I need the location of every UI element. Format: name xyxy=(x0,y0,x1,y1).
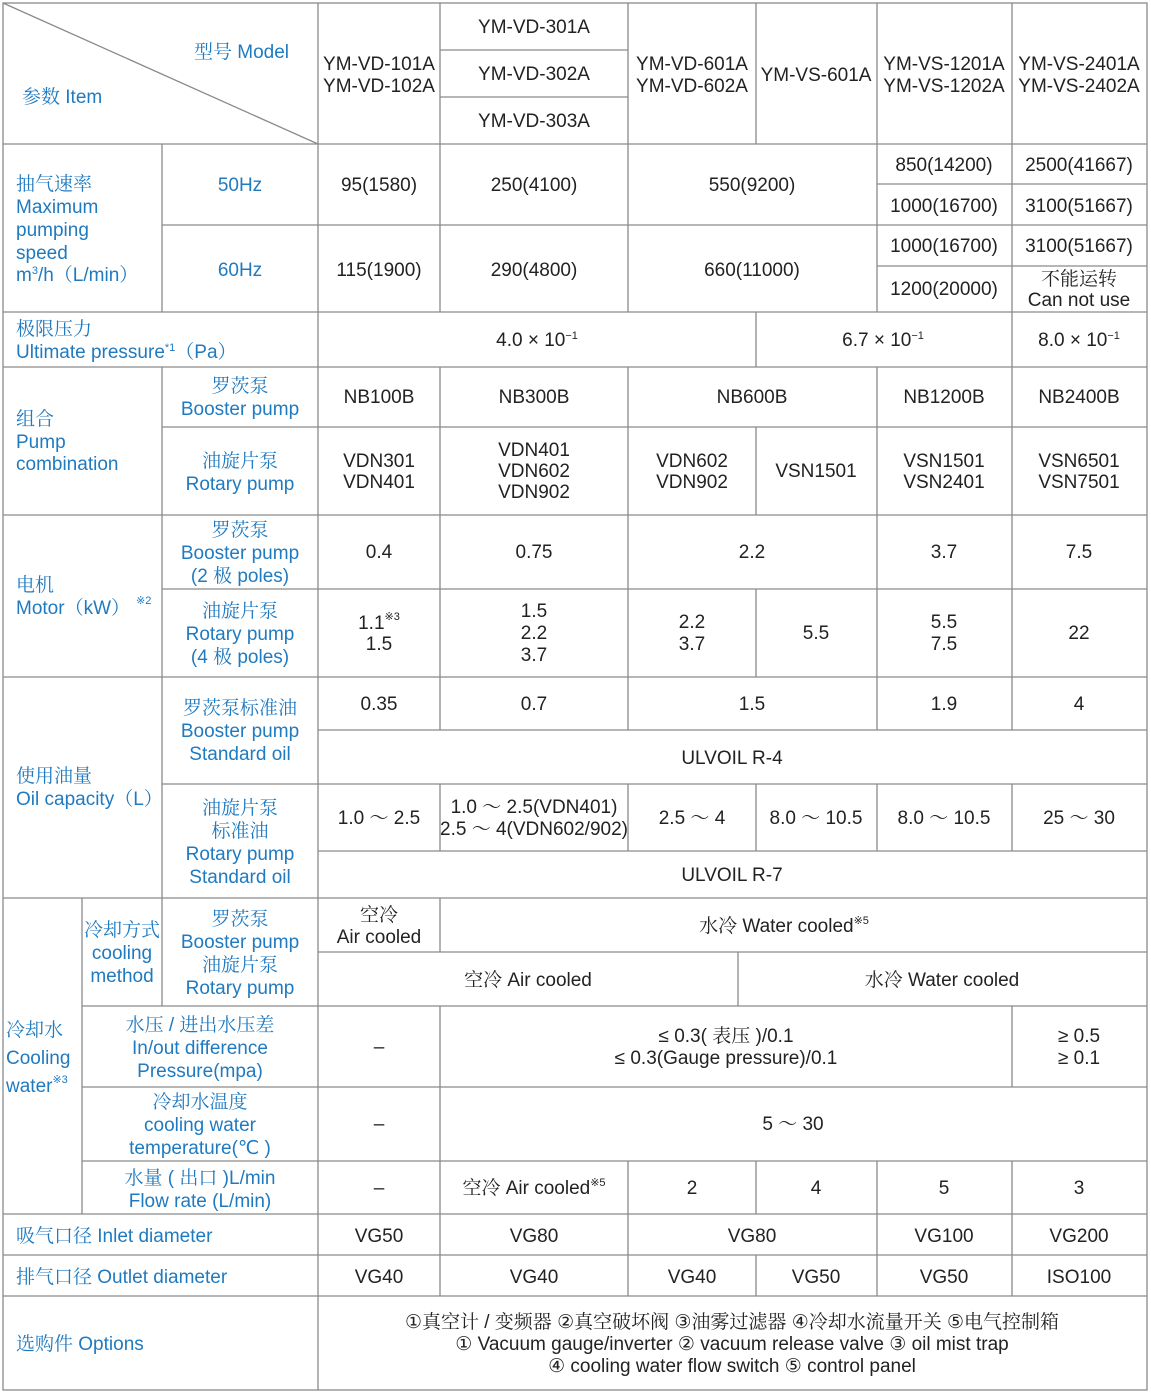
ultimate-label-cn: 极限压力 xyxy=(16,319,93,340)
combo-label-1: Pump xyxy=(16,432,66,453)
pumping-speed-label-3: speed xyxy=(16,243,68,264)
combo-rotary-c2-a: VDN401 xyxy=(498,440,570,461)
motor-booster-en: Booster pump xyxy=(180,543,300,564)
motor-rotary-c2-c: 3.7 xyxy=(520,645,548,666)
item-label: 参数 Item xyxy=(22,87,103,108)
motor-rotary-c2-b: 2.2 xyxy=(520,623,548,644)
speed50-301: 250(4100) xyxy=(490,175,578,196)
speed50-1201-a: 850(14200) xyxy=(895,155,993,176)
cooling-label-water: water$^{※3}$ xyxy=(6,1074,68,1097)
options-line-cn: ①真空计 / 变频器 ②真空破坏阀 ③油雾过滤器 ④冷却水流量开关 ⑤电气控制箱 xyxy=(404,1312,1060,1333)
oil-rotary-c3: 2.5 ～ 4 xyxy=(658,808,726,829)
combo-rotary-c6-a: VSN6501 xyxy=(1038,451,1120,472)
motor-rotary-c5-b: 7.5 xyxy=(930,634,958,655)
pumping-speed-unit: $m^3/h(L/\min)$ xyxy=(16,265,139,286)
oil-label-cn: 使用油量 xyxy=(16,766,93,787)
pressure-label-en1: In/out difference xyxy=(132,1038,268,1059)
not-use-cn: 不能运转 xyxy=(1040,269,1118,290)
pressure-mid-2: ≤ 0.3(Gauge pressure)/0.1 xyxy=(614,1048,838,1069)
motor-rotary-c1-a: 1.1$^{※3}$ xyxy=(358,611,400,634)
combo-booster-301: NB300B xyxy=(498,387,570,408)
combo-rotary-c5-b: VSN2401 xyxy=(903,472,985,493)
oil-rotary-c2-a: 1.0 ～ 2.5(VDN401) xyxy=(450,797,618,818)
oil-label-en: Oil capacity（L） xyxy=(16,789,163,810)
combo-label-cn: 组合 xyxy=(16,409,55,430)
model-label: 型号 Model xyxy=(194,42,290,63)
oil-booster-601: 1.5 xyxy=(738,694,766,715)
flow-vs601: 4 xyxy=(810,1178,822,1199)
pumping-speed-section xyxy=(16,155,1133,311)
inlet-1201: VG100 xyxy=(914,1226,974,1247)
pressure-mid-1: ≤ 0.3( 表压 )/0.1 xyxy=(658,1026,794,1047)
not-use-en: Can not use xyxy=(1027,290,1131,311)
motor-rotary-c2-a: 1.5 xyxy=(520,601,548,622)
model-vs2401: YM-VS-2401A xyxy=(1018,54,1140,75)
motor-rotary-c5-a: 5.5 xyxy=(930,612,958,633)
combo-rotary-c4: VSN1501 xyxy=(775,461,857,482)
flow-2401: 3 xyxy=(1073,1178,1085,1199)
motor-rotary-poles: (4 极 poles) xyxy=(190,647,290,668)
outlet-2401: ISO100 xyxy=(1046,1267,1112,1288)
header xyxy=(22,17,1140,132)
pressure-label-en2: Pressure(mpa) xyxy=(137,1061,263,1082)
hz50-label: 50Hz xyxy=(217,175,263,196)
combo-rotary-c3-a: VDN602 xyxy=(656,451,728,472)
flow-label-cn: 水量 ( 出口 )L/min xyxy=(124,1168,276,1189)
cooling-booster-water: 水冷 Water cooled$^{※5}$ xyxy=(699,915,869,937)
oil-rotary-c5: 8.0 ～ 10.5 xyxy=(897,808,991,829)
cooling-booster-en: Booster pump xyxy=(180,932,300,953)
model-vs1201: YM-VS-1201A xyxy=(883,54,1005,75)
flow-dash: – xyxy=(373,1178,385,1199)
motor-rotary-c4: 5.5 xyxy=(802,623,830,644)
pumping-speed-label-cn: 抽气速率 xyxy=(16,174,93,195)
cooling-method-en1: cooling xyxy=(91,943,153,964)
combo-rotary-en: Rotary pump xyxy=(185,474,295,495)
motor-rotary-c3-b: 3.7 xyxy=(678,634,706,655)
combo-rotary-cn: 油旋片泵 xyxy=(201,451,279,472)
temp-dash: – xyxy=(373,1114,385,1135)
motor-booster-601: 2.2 xyxy=(738,542,766,563)
flow-1201: 5 xyxy=(938,1178,950,1199)
motor-booster-101: 0.4 xyxy=(365,542,393,563)
flow-label-en: Flow rate (L/min) xyxy=(128,1191,272,1212)
motor-rotary-c1-b: 1.5 xyxy=(365,634,393,655)
oil-booster-301: 0.7 xyxy=(520,694,548,715)
model-601: YM-VD-601A xyxy=(636,54,748,75)
speed50-2401-b: 3100(51667) xyxy=(1025,196,1133,217)
ultimate-val-3: $8.0 \times 10^{-1}$ xyxy=(1038,330,1120,351)
ports-section xyxy=(16,1225,1111,1288)
cooling-booster-air-en: Air cooled xyxy=(336,927,422,948)
oil-rotary-c6: 25 ～ 30 xyxy=(1043,808,1115,829)
oil-rotary-c2-b: 2.5 ～ 4(VDN602/902) xyxy=(440,819,628,840)
speed50-1201-b: 1000(16700) xyxy=(890,196,998,217)
oil-booster-1201: 1.9 xyxy=(930,694,958,715)
combo-booster-601: NB600B xyxy=(716,387,788,408)
pumping-speed-label-1: Maximum xyxy=(16,197,99,218)
oil-rotary-std: Standard oil xyxy=(189,867,291,888)
cooling-rotary-en: Rotary pump xyxy=(185,978,295,999)
outlet-label: 排气口径 Outlet diameter xyxy=(16,1267,228,1288)
model-vs601: YM-VS-601A xyxy=(760,65,872,86)
combo-booster-en: Booster pump xyxy=(180,399,300,420)
speed60-2401: 3100(51667) xyxy=(1025,236,1133,257)
outlet-vs601: VG50 xyxy=(791,1267,841,1288)
combo-rotary-c2-b: VDN602 xyxy=(498,461,570,482)
ultimate-val-2: $6.7 \times 10^{-1}$ xyxy=(842,330,924,351)
options-line-en2: ④ cooling water flow switch ⑤ control panel xyxy=(548,1356,916,1377)
oil-booster-2401: 4 xyxy=(1073,694,1085,715)
options-line-en1: ① Vacuum gauge/inverter ② vacuum release valve ③ oil mist trap xyxy=(455,1334,1009,1355)
speed50-101: 95(1580) xyxy=(340,175,418,196)
oil-rotary-cn: 油旋片泵 xyxy=(201,798,279,819)
pumping-speed-label-2: pumping xyxy=(16,220,89,241)
inlet-2401: VG200 xyxy=(1049,1226,1109,1247)
speed60-1201-a: 1000(16700) xyxy=(890,236,998,257)
motor-booster-301: 0.75 xyxy=(515,542,553,563)
cooling-booster-air-cn: 空冷 xyxy=(359,905,399,926)
combo-rotary-c3-b: VDN902 xyxy=(656,472,728,493)
model-302: YM-VD-302A xyxy=(478,64,590,85)
combo-rotary-c1-a: VDN301 xyxy=(343,451,415,472)
outlet-601: VG40 xyxy=(667,1267,717,1288)
combo-booster-cn: 罗茨泵 xyxy=(211,376,269,397)
motor-label-cn: 电机 xyxy=(16,575,55,596)
cooling-booster-cn: 罗茨泵 xyxy=(211,909,269,930)
model-vs1202: YM-VS-1202A xyxy=(883,76,1005,97)
cooling-method-cn: 冷却方式 xyxy=(83,920,161,941)
outlet-101: VG40 xyxy=(354,1267,404,1288)
ultimate-val-1: $4.0 \times 10^{-1}$ xyxy=(496,330,578,351)
cooling-rotary-air: 空冷 Air cooled xyxy=(464,970,592,991)
combo-label-2: combination xyxy=(16,454,119,475)
pressure-last-2: ≥ 0.1 xyxy=(1057,1048,1101,1069)
outlet-301: VG40 xyxy=(509,1267,559,1288)
motor-section xyxy=(16,519,1092,668)
pressure-dash: – xyxy=(373,1037,385,1058)
model-303: YM-VD-303A xyxy=(478,111,590,132)
cooling-method-en2: method xyxy=(90,966,154,987)
speed50-2401-a: 2500(41667) xyxy=(1025,155,1133,176)
motor-booster-2401: 7.5 xyxy=(1065,542,1093,563)
motor-rotary-en: Rotary pump xyxy=(185,624,295,645)
inlet-label: 吸气口径 Inlet diameter xyxy=(16,1226,213,1247)
ultimate-label-en: Ultimate pressure$^{*1}$（Pa） xyxy=(16,342,237,363)
oil-rotary-c4: 8.0 ～ 10.5 xyxy=(769,808,863,829)
cooling-rotary-water: 水冷 Water cooled xyxy=(864,970,1020,991)
combo-booster-2401: NB2400B xyxy=(1038,387,1120,408)
combo-rotary-c1-b: VDN401 xyxy=(343,472,415,493)
oil-rotary-type: ULVOIL R-7 xyxy=(681,865,783,886)
inlet-301: VG80 xyxy=(509,1226,559,1247)
inlet-601: VG80 xyxy=(727,1226,777,1247)
combo-booster-1201: NB1200B xyxy=(903,387,985,408)
pressure-label-cn: 水压 / 进出水压差 xyxy=(125,1015,275,1036)
speed50-601: 550(9200) xyxy=(708,175,796,196)
motor-booster-cn: 罗茨泵 xyxy=(211,520,269,541)
combo-booster-101: NB100B xyxy=(343,387,415,408)
model-301: YM-VD-301A xyxy=(478,17,590,38)
pump-combination-section xyxy=(16,375,1120,503)
combo-rotary-c5-a: VSN1501 xyxy=(903,451,985,472)
speed60-1201-b: 1200(20000) xyxy=(890,279,998,300)
motor-rotary-c6: 22 xyxy=(1068,623,1090,644)
temp-value: 5 ～ 30 xyxy=(762,1114,824,1135)
oil-booster-std: Standard oil xyxy=(189,744,291,765)
model-101: YM-VD-101A xyxy=(323,54,435,75)
outlet-1201: VG50 xyxy=(919,1267,969,1288)
flow-601: 2 xyxy=(686,1178,698,1199)
pressure-last-1: ≥ 0.5 xyxy=(1057,1026,1101,1047)
motor-booster-1201: 3.7 xyxy=(930,542,958,563)
cooling-label-cn: 冷却水 xyxy=(6,1020,64,1041)
oil-section xyxy=(16,694,1115,888)
oil-booster-en: Booster pump xyxy=(180,721,300,742)
cooling-label-en: Cooling xyxy=(6,1048,71,1069)
hz60-label: 60Hz xyxy=(217,260,263,281)
oil-booster-cn: 罗茨泵标准油 xyxy=(182,698,298,719)
flow-air-cooled: 空冷 Air cooled$^{※5}$ xyxy=(462,1177,606,1199)
cooling-rotary-cn: 油旋片泵 xyxy=(201,955,279,976)
combo-rotary-c6-b: VSN7501 xyxy=(1038,472,1120,493)
model-602: YM-VD-602A xyxy=(636,76,748,97)
temp-label-en1: cooling water xyxy=(144,1115,256,1136)
oil-booster-type: ULVOIL R-4 xyxy=(681,748,783,769)
speed60-301: 290(4800) xyxy=(490,260,578,281)
options-label: 选购件 Options xyxy=(16,1334,144,1355)
motor-booster-poles: (2 极 poles) xyxy=(190,566,290,587)
model-102: YM-VD-102A xyxy=(323,76,435,97)
motor-rotary-c3-a: 2.2 xyxy=(678,612,706,633)
motor-label-en: Motor（kW） $^{※2}$ xyxy=(16,595,152,619)
ultimate-pressure-section xyxy=(16,317,1120,363)
combo-rotary-c2-c: VDN902 xyxy=(498,482,570,503)
temp-label-cn: 冷却水温度 xyxy=(152,1092,248,1113)
temp-label-en2: temperature(℃ ) xyxy=(129,1138,271,1159)
oil-rotary-cn2: 标准油 xyxy=(211,821,269,842)
inlet-101: VG50 xyxy=(354,1226,404,1247)
oil-rotary-en: Rotary pump xyxy=(185,844,295,865)
oil-booster-101: 0.35 xyxy=(360,694,398,715)
model-vs2402: YM-VS-2402A xyxy=(1018,76,1140,97)
options-section xyxy=(16,1311,1059,1377)
speed60-101: 115(1900) xyxy=(336,260,422,281)
cooling-section xyxy=(5,904,1100,1212)
oil-rotary-c1: 1.0 ～ 2.5 xyxy=(337,808,421,829)
motor-rotary-cn: 油旋片泵 xyxy=(201,601,279,622)
speed60-601: 660(11000) xyxy=(704,260,800,281)
